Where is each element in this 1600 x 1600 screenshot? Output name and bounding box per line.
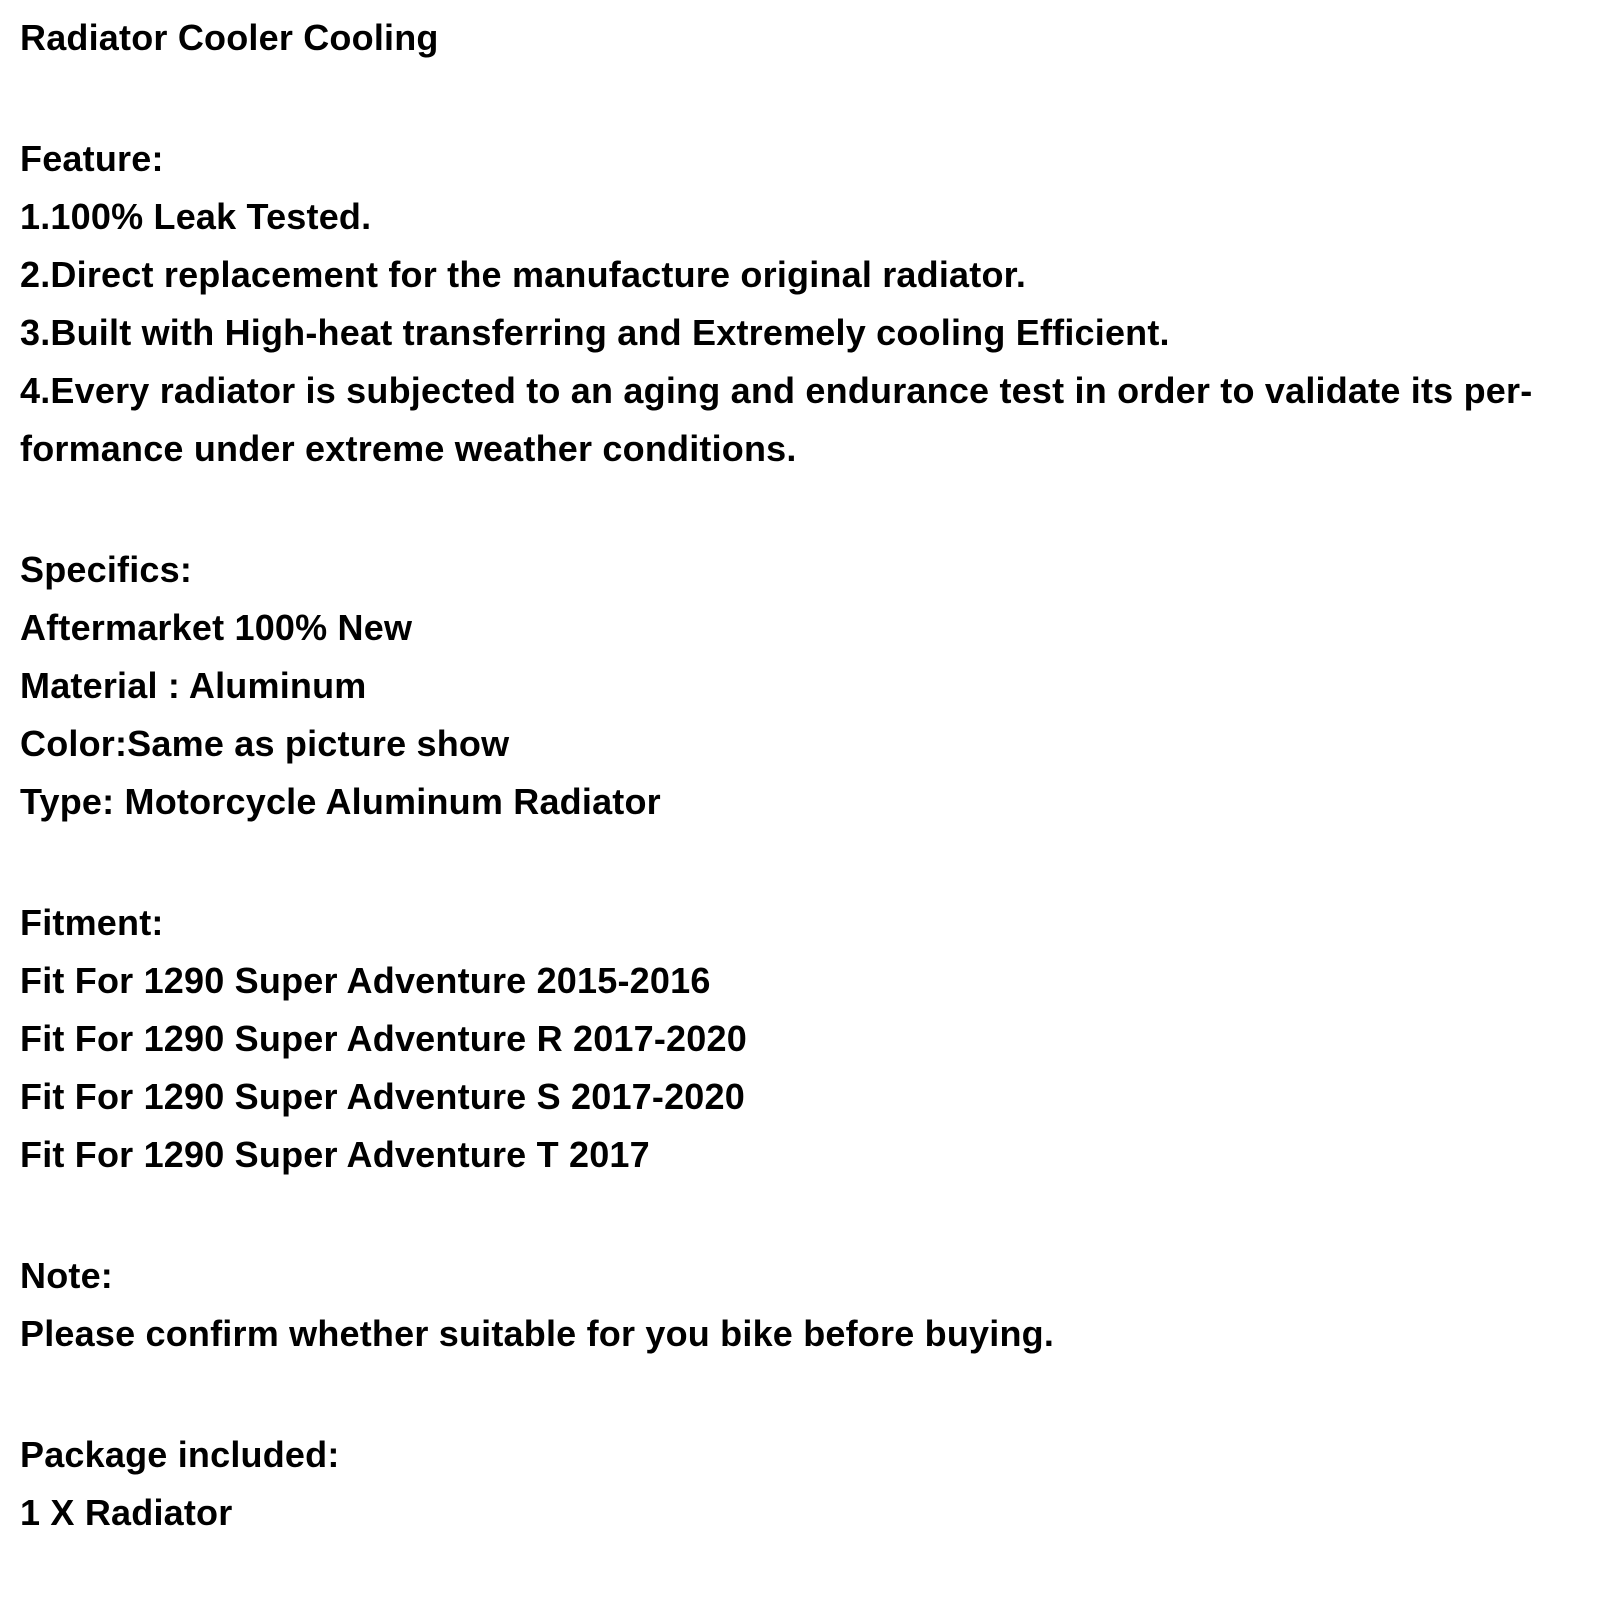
- document-title: Radiator Cooler Cooling: [20, 17, 439, 58]
- package-line-1: 1 X Radiator: [20, 1492, 233, 1533]
- blank-line: [20, 831, 1590, 894]
- specifics-line-type: Type: Motorcycle Aluminum Radiator: [20, 781, 661, 822]
- specifics-line-condition: Aftermarket 100% New: [20, 607, 413, 648]
- fitment-line-1: Fit For 1290 Super Adventure 2015-2016: [20, 960, 711, 1001]
- section-heading-package: Package included:: [20, 1434, 340, 1475]
- fitment-line-4: Fit For 1290 Super Adventure T 2017: [20, 1134, 650, 1175]
- blank-line: [20, 1363, 1590, 1426]
- section-heading-feature: Feature:: [20, 138, 164, 179]
- section-heading-fitment: Fitment:: [20, 902, 164, 943]
- feature-line-1: 1.100% Leak Tested.: [20, 196, 372, 237]
- fitment-line-3: Fit For 1290 Super Adventure S 2017-2020: [20, 1076, 745, 1117]
- specifics-line-color: Color:Same as picture show: [20, 723, 510, 764]
- feature-line-3: 3.Built with High-heat transferring and Extremely cooling Efficient.: [20, 312, 1170, 353]
- section-heading-specifics: Specifics:: [20, 549, 193, 590]
- feature-line-2: 2.Direct replacement for the manufacture original radiator.: [20, 254, 1027, 295]
- fitment-line-2: Fit For 1290 Super Adventure R 2017-2020: [20, 1018, 747, 1059]
- blank-line: [20, 478, 1590, 541]
- section-heading-note: Note:: [20, 1255, 113, 1296]
- note-line-1: Please confirm whether suitable for you bike before buying.: [20, 1313, 1055, 1354]
- specifics-line-material: Material : Aluminum: [20, 665, 367, 706]
- feature-line-4-continued: formance under extreme weather conditions.: [20, 428, 797, 469]
- blank-line: [20, 1184, 1590, 1247]
- blank-line: [20, 67, 1590, 130]
- feature-line-4: 4.Every radiator is subjected to an aging and endurance test in order to validate its per-: [20, 370, 1533, 411]
